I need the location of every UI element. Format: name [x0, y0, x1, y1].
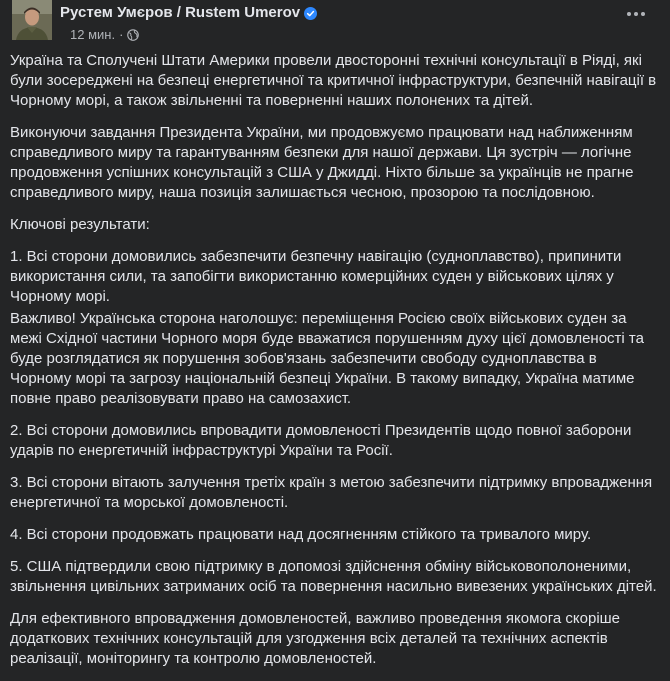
more-options-button[interactable] — [622, 4, 650, 24]
author-row — [60, 4, 317, 22]
post-paragraph: 3. Всі сторони вітають залучення третіх країн з метою забезпечити підтримку впровадження енергетичної та морської домовленості. — [10, 474, 653, 511]
more-options-icon-dot — [634, 12, 638, 16]
post-header — [12, 0, 658, 48]
post-paragraph: Виконуючи завдання Президента України, ми продовжуємо працювати над наближенням справедливого миру та гарантуванням безпеки для нашої держави. Ця зустріч — логічне продовження успішних консультацій з США у Джидді. Ніхто більше за українців не прагне справедливого миру, наша позиція залишається чесною, прозорою та послідовною. — [10, 124, 634, 201]
post-timestamp[interactable]: 12 мин. — [70, 27, 116, 42]
globe-icon[interactable] — [127, 29, 139, 41]
avatar-photo — [12, 0, 52, 40]
meta-separator: · — [119, 27, 124, 42]
post-meta — [70, 27, 139, 43]
post-paragraph: 2. Всі сторони домовились впровадити домовленості Президентів щодо повної заборони ударів по енергетичній інфраструктурі України та Росії. — [10, 422, 632, 459]
author-name[interactable]: Рустем Умєров / Rustem Umerov — [60, 4, 301, 21]
post-paragraph: Важливо! Українська сторона наголошує: переміщення Росією своїх військових суден за межі Східної частини Чорного моря буде вважатися порушенням духу цієї домовленості та буде розглядатися як порушення зобов'язань забезпечити свободу судноплавства в Чорному морі та загрозу національній безпеці України. В такому випадку, Україна матиме повне право реалізовувати право на самозахист. — [10, 310, 644, 407]
post-body — [10, 51, 660, 681]
post-paragraph: Для ефективного впровадження домовленостей, важливо проведення якомога скоріше додаткових технічних консультацій для узгодження всіх деталей та технічних аспектів реалізації, моніторингу та контролю домовленостей. — [10, 610, 621, 667]
more-options-icon-dot — [627, 12, 631, 16]
post-paragraph: Україна та Сполучені Штати Америки провели двосторонні технічні консультації в Ріяді, які були зосереджені на безпеці енергетичної та критичної інфраструктури, безпечній навігації в Чорному морі, а також звільненні та поверненні наших полонених та дітей. — [10, 52, 657, 109]
verified-badge-icon — [304, 7, 317, 20]
more-options-icon-dot — [641, 12, 645, 16]
post-paragraph: 4. Всі сторони продовжать працювати над досягненням стійкого та тривалого миру. — [10, 526, 592, 543]
post-paragraph: 5. США підтвердили свою підтримку в допомозі здійснення обміну військовополоненими, звільнення цивільних затриманих осіб та повернення насильно вивезених українських дітей. — [10, 558, 657, 595]
author-avatar[interactable] — [12, 0, 52, 40]
post-paragraph: Ключові результати: — [10, 216, 150, 233]
post-paragraph: 1. Всі сторони домовились забезпечити безпечну навігацію (судноплавство), припинити використання сили, та запобігти використанню комерційних суден у військових цілях у Чорному морі. — [10, 248, 622, 305]
